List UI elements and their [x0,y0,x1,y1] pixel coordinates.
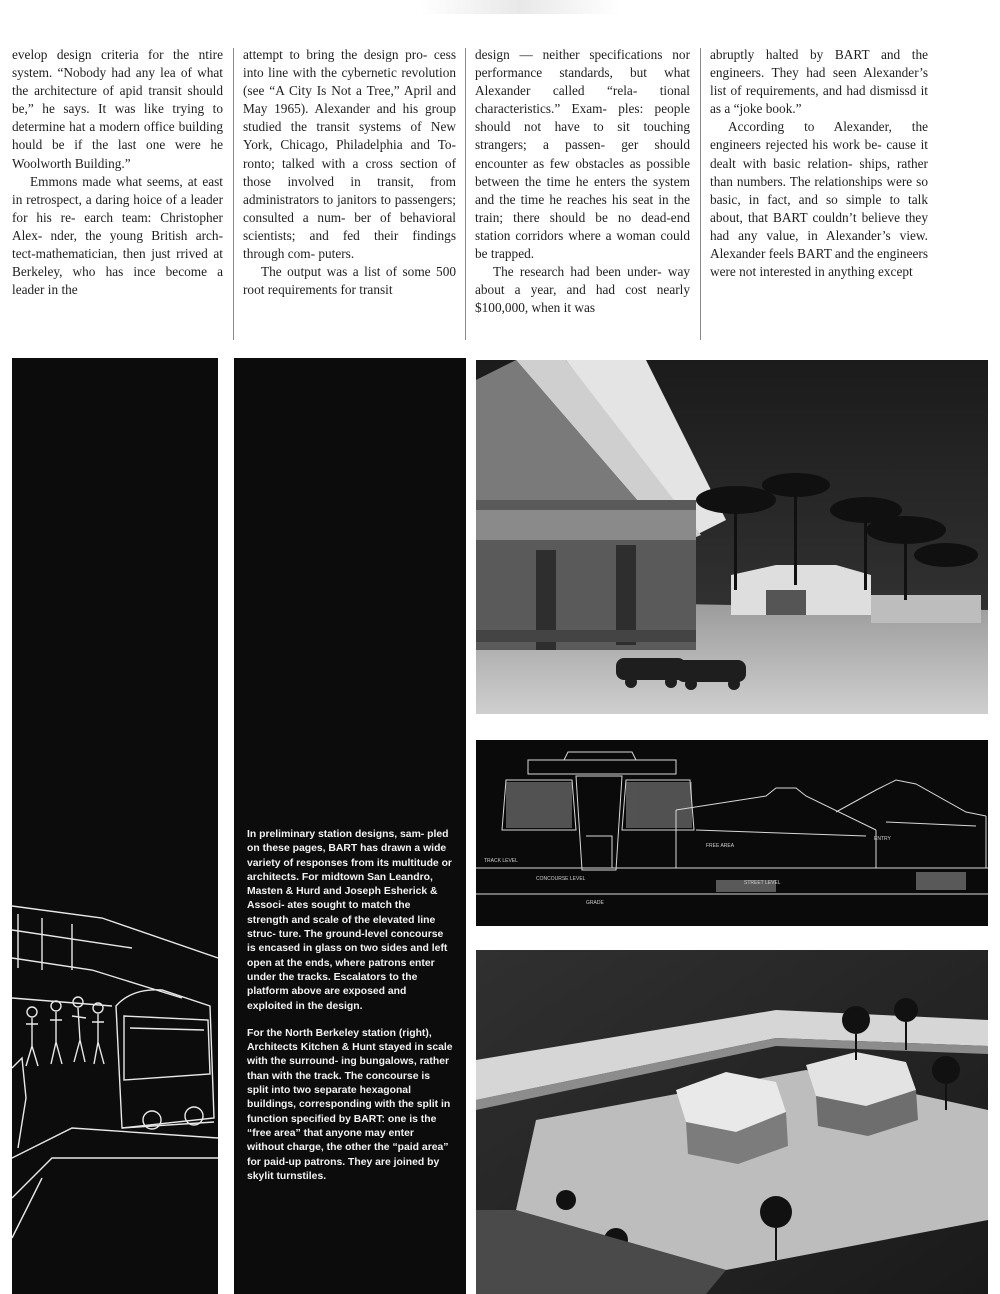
drawing-label: STREET LEVEL [744,880,781,886]
drawing-label: ENTRY [874,836,891,842]
paper-smudge [420,0,620,14]
elevation-drawing-lines [476,740,988,926]
paragraph: Emmons made what seems, at east in retrospect, a daring hoice of a leader for his re- earch team: Christopher Alex- nder, the young British arch- tect-mathematician, then just rrived at Berkeley, who has ince become a leader in the [12,173,223,298]
paragraph: attempt to bring the design pro- cess into line with the cybernetic revolution (see “A City Is Not a Tree,” April and May 1965). Alexander and his group studied the transit systems of New York, Chicago, Philadelphia and To- ronto; talked with a cross section of those involved in transit, from administrators to janitors to passengers; consulted a num- ber of behavioral scientists; and fed their findings through com- puters. [243,47,456,262]
paragraph: The output was a list of some 500 root requirements for transit [243,264,456,298]
paragraph: The research had been under- way about a year, and had cost nearly $100,000, when it was [475,264,690,316]
drawing-label: GRADE [586,900,604,906]
figure-caption [247,828,453,1197]
paragraph: evelop design criteria for the ntire system. “Nobody had any lea of what the architecture of apid transit should be,” he says. It was like trying to determine hat a modern office building hould be if the last one were he Woolworth Building.” [12,47,223,171]
text-column-4 [710,46,928,342]
text-column-3 [475,46,690,342]
station-model-photo [476,360,988,714]
drawing-label: CONCOURSE LEVEL [536,876,586,882]
north-berkeley-model-image [476,950,988,1294]
bus-station-sketch [12,358,218,1294]
drawing-label: TRACK LEVEL [484,858,518,864]
elevation-drawing [476,740,988,926]
paragraph: abruptly halted by BART and the engineers. They had seen Alexander’s list of requirements, and had dismissd it as a “joke book.” [710,47,928,117]
caption-paragraph: For the North Berkeley station (right), Architects Kitchen & Hunt stayed in scale with the surround- ing bungalows, rather than with the track. The concourse is split into two separate hexagonal buildings, corresponding with the split in function specified by BART: one is the “free area” that anyone may enter without charge, the other the “paid area” for paid-up patrons. They are joined by skylit turnstiles. [247,1027,453,1182]
station-model-image [476,360,988,714]
caption-paragraph: In preliminary station designs, sam- pled on these pages, BART has drawn a wide variety of responses from its multitude or architects. For midtown San Leandro, Masten & Hurd and Joseph Esherick & Associ- ates sought to match the strength and scale of the elevated line struc- ture. The ground-level concourse is encased in glass on two sides and left open at the ends, where patrons enter under the tracks. Escalators to the platform above are exposed and exploited in the design. [247,829,452,1012]
text-column-1 [12,46,223,342]
column-rule [700,48,701,340]
column-rule [233,48,234,340]
drawing-label: FREE AREA [706,843,735,849]
paragraph: According to Alexander, the engineers rejected his work be- cause it dealt with basic relation- ships, rather than numbers. The relationships were so basic, in fact, and so simple to talk about, that BART couldn’t believe they had any value, in Alexander’s view. Alexander feels BART and the engineers were not interested in anything except [710,119,928,280]
sketch-panel [12,358,218,1294]
north-berkeley-model-photo [476,950,988,1294]
text-column-2 [243,46,456,342]
column-rule [465,48,466,340]
paragraph: design — neither specifications nor performance standards, but what Alexander called “rela- tional characteristics.” Exam- ples: people should not have to sit touching strangers; a passen- ger should encounter as few obstacles as possible between the time he enters the system and the time he reaches his seat in the train; there should be no dead-end station corridors where a woman could be trapped. [475,47,690,262]
